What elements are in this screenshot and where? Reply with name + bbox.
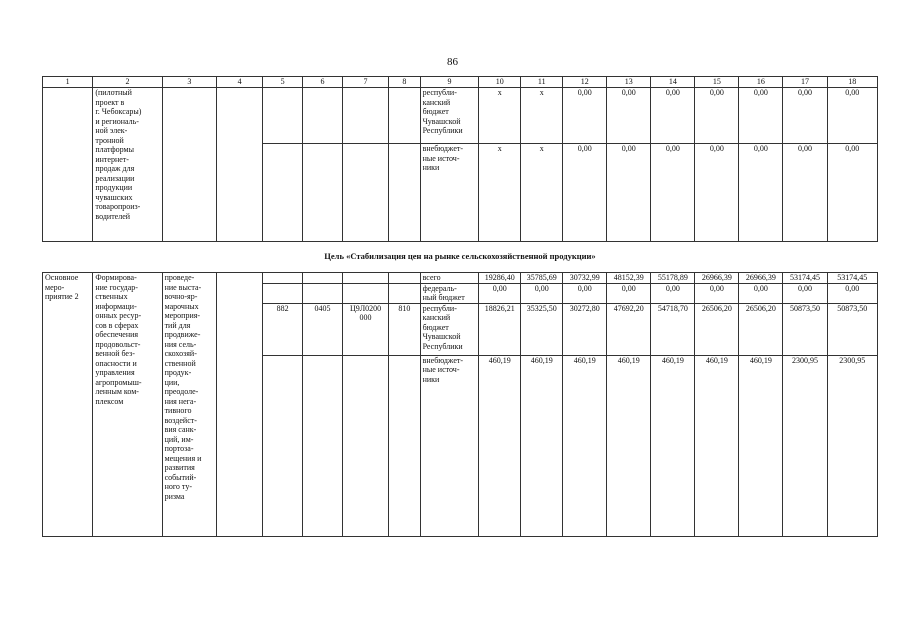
cell-line: опасности и: [95, 358, 137, 368]
value-cell: 50873,50: [827, 303, 878, 355]
cell-line: меро-: [45, 282, 65, 292]
column-number: 6: [303, 77, 343, 88]
cell-line: информаци-: [95, 301, 137, 311]
code-cell: [389, 283, 420, 303]
value-cell: 460,19: [479, 355, 521, 536]
value-cell: 460,19: [521, 355, 563, 536]
cell-line: канский: [422, 97, 451, 107]
value-cell: 18826,21: [479, 303, 521, 355]
cell-line: (пилотный: [95, 88, 132, 97]
value-cell: 0,00: [739, 144, 783, 242]
cell-line: ной элек-: [95, 126, 128, 135]
value-cell: 2300,95: [783, 355, 827, 536]
cell-line: бюджет: [422, 322, 449, 332]
cell-line: продовольст-: [95, 339, 141, 349]
cell-line: республи-: [422, 88, 457, 97]
cell-line: канский: [422, 313, 451, 322]
code-cell: [342, 283, 388, 303]
column-number: 8: [389, 77, 420, 88]
value-cell: 30732,99: [563, 273, 607, 284]
cell-line: внебюджет-: [422, 144, 464, 153]
cell-line: обеспечения: [95, 330, 139, 339]
cell-line: ного ту-: [164, 482, 192, 491]
cell-line: Основное: [45, 273, 79, 282]
value-cell: 0,00: [607, 283, 651, 303]
cell-line: всего: [422, 273, 441, 282]
cell-line: Чувашской: [422, 332, 461, 341]
value-cell: 460,19: [651, 355, 695, 536]
column-number: 12: [563, 77, 607, 88]
value-cell: 460,19: [739, 355, 783, 536]
value-cell: 35785,69: [521, 273, 563, 284]
code-cell: [303, 144, 343, 242]
cell-line: ции,: [164, 377, 180, 387]
column-number: 4: [217, 77, 263, 88]
value-cell: 30272,80: [563, 303, 607, 355]
cell-line: ники: [422, 374, 440, 384]
cell-line: внебюджет-: [422, 355, 464, 365]
code-cell: [263, 273, 303, 284]
value-cell: 460,19: [563, 355, 607, 536]
cell-line: продвиже-: [164, 330, 201, 339]
cell-line: преодоле-: [164, 387, 199, 396]
cell-line: портоза-: [164, 444, 194, 453]
page-number: 86: [447, 56, 458, 68]
goal-title: Цель «Стабилизация цен на рынке сельскохозяйственной продукции»: [43, 242, 878, 273]
cell-line: тивного: [164, 406, 192, 415]
value-cell: 0,00: [563, 88, 607, 144]
value-cell: 0,00: [563, 283, 607, 303]
column-number: 14: [651, 77, 695, 88]
column-number: 11: [521, 77, 563, 88]
executor-cell: [217, 88, 263, 242]
value-cell: 0,00: [563, 144, 607, 242]
value-cell: 26966,39: [739, 273, 783, 284]
cell-line: ния нега-: [164, 396, 197, 406]
value-cell: 0,00: [651, 144, 695, 242]
code-cell: 882: [263, 303, 303, 355]
value-cell: 53174,45: [827, 273, 878, 284]
code-cell: [303, 355, 343, 536]
cell-line: ственных: [95, 292, 128, 301]
cell-line: плексом: [95, 396, 124, 406]
code-cell: [389, 144, 420, 242]
value-cell: 460,19: [607, 355, 651, 536]
column-number: 2: [93, 77, 162, 88]
value-cell: 0,00: [783, 283, 827, 303]
value-cell: x: [521, 144, 563, 242]
cell-line: тий для: [164, 320, 191, 330]
cell-line: реализации: [95, 173, 135, 183]
source-cell: [420, 88, 479, 144]
cell-line: вочно-яр-: [164, 292, 198, 301]
column-number: 15: [695, 77, 739, 88]
value-cell: 0,00: [607, 88, 651, 144]
cell-line: продукции: [95, 183, 133, 192]
code-cell: [263, 355, 303, 536]
column-number: 1: [43, 77, 93, 88]
cell-line: агропромыш-: [95, 377, 142, 387]
value-cell: 26506,20: [695, 303, 739, 355]
code-cell: [389, 355, 420, 536]
table-row: [43, 273, 878, 284]
cell-line: мещения и: [164, 453, 202, 463]
source-cell: [420, 355, 479, 536]
code-cell: [303, 88, 343, 144]
value-cell: 19286,40: [479, 273, 521, 284]
cell-line: марочных: [164, 301, 199, 311]
column-number: 16: [739, 77, 783, 88]
code-cell: [389, 273, 420, 284]
cell-line: ций, им-: [164, 434, 194, 444]
cell-line: интернет-: [95, 154, 129, 164]
cell-line: ные источ-: [422, 153, 460, 163]
value-cell: 2300,95: [827, 355, 878, 536]
header-row: [43, 77, 878, 88]
value-cell: 0,00: [827, 144, 878, 242]
code-cell: 0405: [303, 303, 343, 355]
cell-line: платформы: [95, 145, 134, 154]
event-name-cell: [93, 88, 162, 242]
cell-line: Республики: [422, 341, 463, 351]
value-cell: 0,00: [521, 283, 563, 303]
activity-name-cell: [93, 273, 162, 537]
cell-line: г. Чебоксары): [95, 107, 142, 116]
cell-line: ные источ-: [422, 365, 460, 374]
code-cell: [263, 88, 303, 144]
source-cell: [420, 273, 479, 284]
code-cell: [342, 355, 388, 536]
cell-line: онных ресур-: [95, 311, 142, 320]
cell-line: чувашских: [95, 192, 133, 202]
cell-line: и региональ-: [95, 116, 139, 126]
value-cell: 460,19: [695, 355, 739, 536]
column-number: 17: [783, 77, 827, 88]
value-cell: 47692,20: [607, 303, 651, 355]
code-cell: [389, 88, 420, 144]
code-cell: [342, 88, 388, 144]
column-number: 9: [420, 77, 479, 88]
value-cell: 0,00: [783, 88, 827, 144]
value-cell: 0,00: [827, 88, 878, 144]
code-cell: [263, 144, 303, 242]
cell-line: продаж для: [95, 164, 135, 173]
cell-line: бюджет: [422, 107, 449, 116]
column-number: 5: [263, 77, 303, 88]
value-cell: 48152,39: [607, 273, 651, 284]
value-cell: x: [479, 144, 521, 242]
description-cell: [162, 88, 217, 242]
value-cell: x: [479, 88, 521, 144]
code-cell: Ц9Л0200 000: [342, 303, 388, 355]
value-cell: 26966,39: [695, 273, 739, 284]
value-cell: 53174,45: [783, 273, 827, 284]
cell-line: продук-: [164, 368, 192, 377]
cell-line: Формирова-: [95, 273, 137, 282]
column-number: 18: [827, 77, 878, 88]
cell-line: событий-: [164, 472, 197, 482]
cell-line: венной без-: [95, 349, 135, 358]
source-cell: [420, 283, 479, 303]
cell-line: мероприя-: [164, 311, 201, 320]
value-cell: 0,00: [651, 283, 695, 303]
code-cell: [303, 283, 343, 303]
cell-line: Чувашской: [422, 116, 461, 126]
column-number: 7: [342, 77, 388, 88]
cell-line: водителей: [95, 211, 131, 221]
activity-number-cell: [43, 273, 93, 537]
value-cell: 0,00: [695, 283, 739, 303]
cell-line: воздейст-: [164, 415, 197, 425]
column-number: 13: [607, 77, 651, 88]
value-cell: 0,00: [739, 88, 783, 144]
value-cell: x: [521, 88, 563, 144]
cell-line: скохозяй-: [164, 349, 197, 358]
value-cell: 0,00: [739, 283, 783, 303]
budget-table: [42, 76, 878, 537]
table-row: [43, 88, 878, 144]
code-cell: [263, 283, 303, 303]
cell-line: ники: [422, 163, 440, 172]
value-cell: 0,00: [479, 283, 521, 303]
value-cell: 0,00: [783, 144, 827, 242]
value-cell: 0,00: [695, 144, 739, 242]
value-cell: 54718,70: [651, 303, 695, 355]
cell-line: приятие 2: [45, 292, 79, 301]
source-cell: [420, 144, 479, 242]
cell-line: федераль-: [422, 283, 457, 293]
cell-line: ния сель-: [164, 339, 197, 349]
column-number: 3: [162, 77, 217, 88]
value-cell: 35325,50: [521, 303, 563, 355]
cell-line: ризма: [164, 491, 185, 501]
executor-cell: [217, 273, 263, 537]
cell-line: ние государ-: [95, 282, 138, 292]
code-cell: [342, 273, 388, 284]
value-cell: 0,00: [651, 88, 695, 144]
code-cell: 810: [389, 303, 420, 355]
cell-line: сов в сферах: [95, 320, 139, 330]
value-cell: 26506,20: [739, 303, 783, 355]
cell-line: ственной: [164, 358, 196, 368]
code-cell: [303, 273, 343, 284]
cell-line: проведе-: [164, 273, 195, 282]
value-cell: 0,00: [695, 88, 739, 144]
activity-description-cell: [162, 273, 217, 537]
goal-row: [43, 242, 878, 273]
value-cell: 55178,89: [651, 273, 695, 284]
cell-line: управления: [95, 368, 135, 377]
mechanism-cell: [43, 88, 93, 242]
code-cell: [342, 144, 388, 242]
value-cell: 50873,50: [783, 303, 827, 355]
cell-line: товаропроиз-: [95, 202, 141, 211]
cell-line: тронной: [95, 135, 124, 145]
cell-line: республи-: [422, 303, 457, 313]
cell-line: вия санк-: [164, 425, 197, 434]
cell-line: развития: [164, 463, 195, 472]
cell-line: ленным ком-: [95, 387, 139, 396]
column-number: 10: [479, 77, 521, 88]
value-cell: 0,00: [607, 144, 651, 242]
cell-line: Республики: [422, 126, 463, 135]
source-cell: [420, 303, 479, 355]
value-cell: 0,00: [827, 283, 878, 303]
cell-line: проект в: [95, 97, 125, 107]
cell-line: ние выста-: [164, 282, 202, 292]
cell-line: ный бюджет: [422, 293, 465, 302]
